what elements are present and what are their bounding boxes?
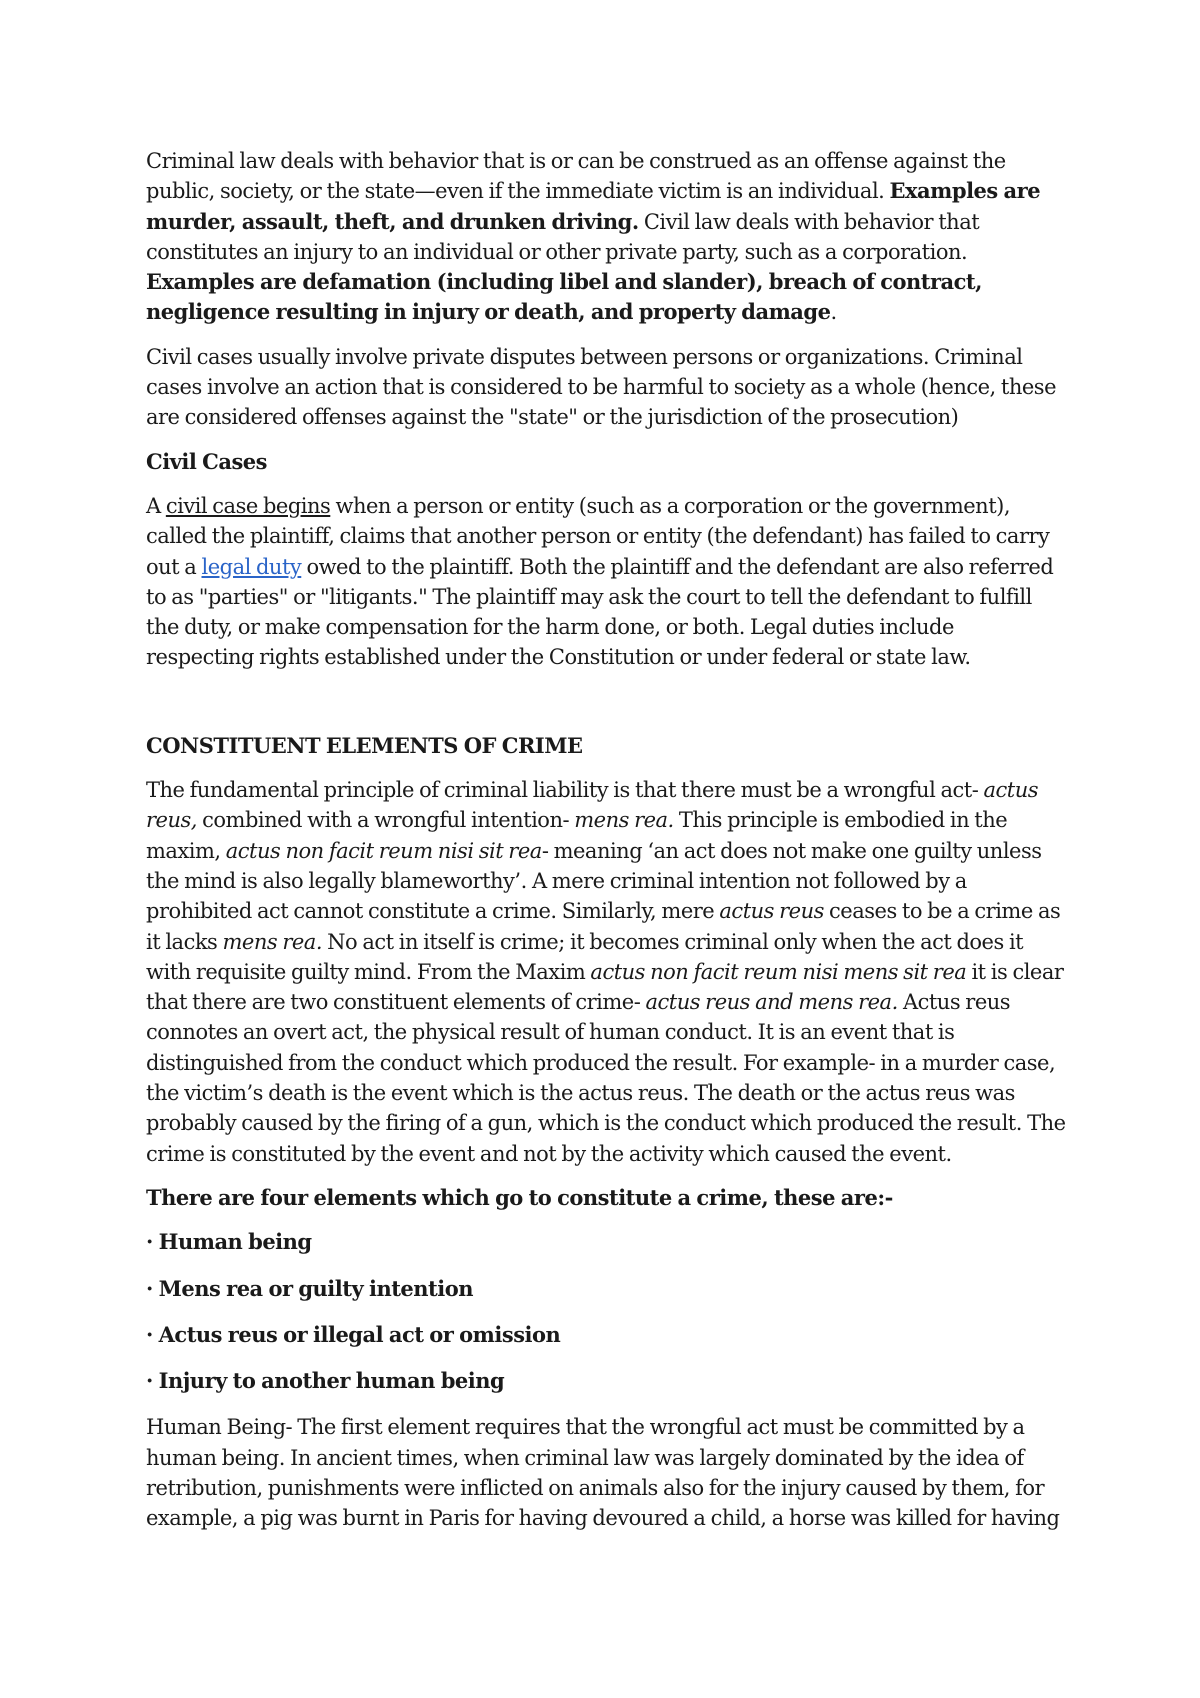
document-page bbox=[146, 146, 1066, 1548]
examples-criminal: Examples are murder, assault, theft, and drunken driving. bbox=[146, 178, 1041, 234]
blank-spacer bbox=[146, 687, 1066, 731]
paragraph-criminal-liability-principle: The fundamental principle of criminal liability is that there must be a wrongful act- actus reus, combined with a wrongful intention- mens rea. This principle is embodied in the maxim, actus non facit reum nisi sit rea- meaning ‘an act does not make one guilty unless the mind is also legally blameworthy’. A mere criminal intention not followed by a prohibited act cannot constitute a crime. Similarly, mere actus reus ceases to be a crime as it lacks mens rea. No act in itself is crime; it becomes criminal only when the act does it with requisite guilty mind. From the Maxim actus non facit reum nisi mens sit rea it is clear that there are two constituent elements of crime- actus reus and mens rea. Actus reus connotes an overt act, the physical result of human conduct. It is an event that is distinguished from the conduct which produced the result. For example- in a murder case, the victim’s death is the event which is the actus reus. The death or the actus reus was probably caused by the firing of a gun, which is the conduct which produced the result. The crime is constituted by the event and not by the activity which caused the event. bbox=[146, 778, 1066, 1166]
bullet-actus-reus: · Actus reus or illegal act or omission bbox=[146, 1321, 561, 1347]
paragraph-human-being: Human Being- The first element requires that the wrongful act must be committed by a human being. In ancient times, when criminal law was largely dominated by the idea of retribution, punishments were inflicted on animals also for the injury caused by them, for example, a pig was burnt in Paris for having devoured a child, a horse was killed for having bbox=[146, 1415, 1060, 1531]
bullet-human-being: · Human being bbox=[146, 1229, 312, 1255]
paragraph-criminal-civil-law: Criminal law deals with behavior that is or can be construed as an offense against the public, society, or the state—even if the immediate victim is an individual. Examples are murder, assault, theft, and drunken driving. Civil law deals with behavior that constitutes an injury to an individual or other private party, such as a corporation. Examples are defamation (including libel and slander), breach of contract, negligence resulting in injury or death, and property damage. bbox=[146, 149, 1041, 325]
examples-civil: Examples are defamation (including libel and slander), breach of contract, negligence resulting in injury or death, and property damage bbox=[146, 269, 982, 325]
paragraph-civil-vs-criminal-cases: Civil cases usually involve private disputes between persons or organizations. Criminal cases involve an action that is considered to be harmful to society as a whole (hence, these are considered offenses against the "state" or the jurisdiction of the prosecution) bbox=[146, 344, 1056, 430]
bullet-injury: · Injury to another human being bbox=[146, 1368, 505, 1394]
civil-case-begins-text: civil case begins bbox=[165, 493, 331, 518]
legal-duty-link[interactable]: legal duty bbox=[201, 554, 302, 579]
paragraph-civil-case-begins: A civil case begins when a person or entity (such as a corporation or the government), called the plaintiff, claims that another person or entity (the defendant) has failed to carry out a legal duty owed to the plaintiff. Both the plaintiff and the defendant are also referred to as "parties" or "litigants." The plaintiff may ask the court to tell the defendant to fulfill the duty, or make compensation for the harm done, or both. Legal duties include respecting rights established under the Constitution or under federal or state law. bbox=[146, 493, 1054, 670]
heading-civil-cases: Civil Cases bbox=[146, 448, 267, 474]
heading-four-elements: There are four elements which go to constitute a crime, these are:- bbox=[146, 1184, 893, 1210]
bullet-mens-rea: · Mens rea or guilty intention bbox=[146, 1275, 474, 1301]
heading-constituent-elements: CONSTITUENT ELEMENTS OF CRIME bbox=[146, 732, 583, 758]
